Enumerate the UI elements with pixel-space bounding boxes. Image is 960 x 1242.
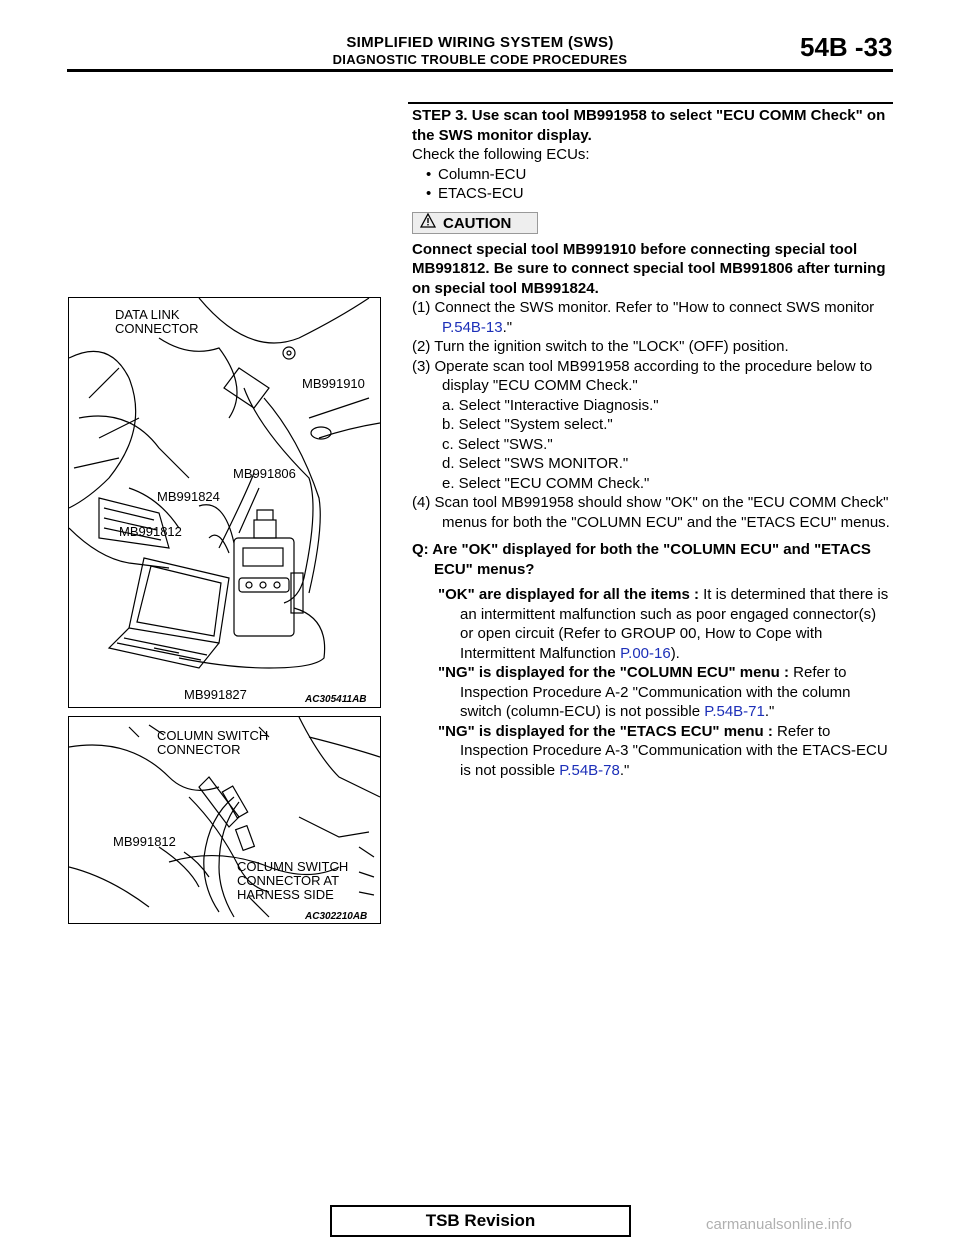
page-link[interactable]: P.54B-13 [442,318,503,336]
label-mb991812: MB991812 [119,524,182,539]
step-heading: STEP 3. Use scan tool MB991958 to select "ECU COMM Check" on the SWS monitor display. [412,107,886,144]
sub-item: a. Select "Interactive Diagnosis." [442,396,659,414]
label-mb991827: MB991827 [184,687,247,702]
label-mb991806: MB991806 [233,466,296,481]
sub-item: c. Select "SWS." [442,435,553,453]
page-link[interactable]: P.54B-78 [559,761,620,779]
procedure-item: (1) Connect the SWS monitor. Refer to "How to connect SWS monitor P.54B-13." [412,299,875,336]
answer: "NG" is displayed for the "ETACS ECU" menu : Refer to Inspection Procedure A-3 "Communication with the ETACS-ECU is not possible P.54B-78." [438,722,888,779]
caution-label: CAUTION [443,214,512,232]
label-mb991812: MB991812 [113,834,176,849]
caution-box [412,212,538,234]
watermark: carmanualsonline.info [706,1216,852,1233]
caution-text: Connect special tool MB991910 before connecting special tool MB991812. Be sure to connect special tool MB991806 after turning on special tool MB991824. [412,240,886,297]
figure-scan-tool-connection [68,297,381,708]
procedure-item: (3) Operate scan tool MB991958 according to the procedure below to display "ECU COMM Check." [412,357,873,394]
figure-code: AC305411AB [305,694,367,705]
label-data-link-connector: DATA LINK CONNECTOR [115,307,199,336]
sub-item: d. Select "SWS MONITOR." [442,455,629,472]
procedure-item: (4) Scan tool MB991958 should show "OK" on the "ECU COMM Check" menus for both the "COLUMN ECU" and the "ETACS ECU" menus. [412,494,890,531]
step-rule [408,102,893,104]
procedure-item: (2) Turn the ignition switch to the "LOCK" (OFF) position. [412,338,789,355]
page-number: 54B -33 [800,32,893,62]
label-mb991910: MB991910 [302,376,365,391]
sub-item: e. Select "ECU COMM Check." [442,474,650,492]
scan-tool-illustration [69,298,380,707]
figure-code: AC302210AB [305,911,368,922]
list-item: • Column-ECU [426,165,527,183]
figure-column-switch-connection [68,716,381,924]
warning-triangle-icon [413,213,443,234]
section-title: SIMPLIFIED WIRING SYSTEM (SWS) [346,34,614,51]
question: Q: Are "OK" displayed for both the "COLUMN ECU" and "ETACS ECU" menus? [412,541,871,578]
label-column-switch-harness-side: COLUMN SWITCH CONNECTOR AT HARNESS SIDE [237,859,349,902]
sub-item: b. Select "System select." [442,416,613,433]
page-link[interactable]: P.54B-71 [704,703,765,720]
tsb-revision-box: TSB Revision [330,1205,631,1237]
procedure-text [412,106,892,780]
answer: "NG" is displayed for the "COLUMN ECU" menu : Refer to Inspection Procedure A-2 "Communication with the column switch (column-ECU) is not possible P.54B-71." [438,664,851,720]
label-mb991824: MB991824 [157,489,220,504]
page-link[interactable]: P.00-16 [620,644,671,662]
list-item: • ETACS-ECU [426,185,524,202]
answer: "OK" are displayed for all the items : It is determined that there is an intermittent malfunction such as poor engaged connector(s) or open circuit (Refer to GROUP 00, How to Cope with Intermittent Malfunction P.00-16). [438,586,889,662]
label-column-switch-connector: COLUMN SWITCH CONNECTOR [157,728,269,757]
header-rule [67,69,893,72]
step-intro: Check the following ECUs: [412,146,590,163]
section-subtitle: DIAGNOSTIC TROUBLE CODE PROCEDURES [332,52,628,67]
